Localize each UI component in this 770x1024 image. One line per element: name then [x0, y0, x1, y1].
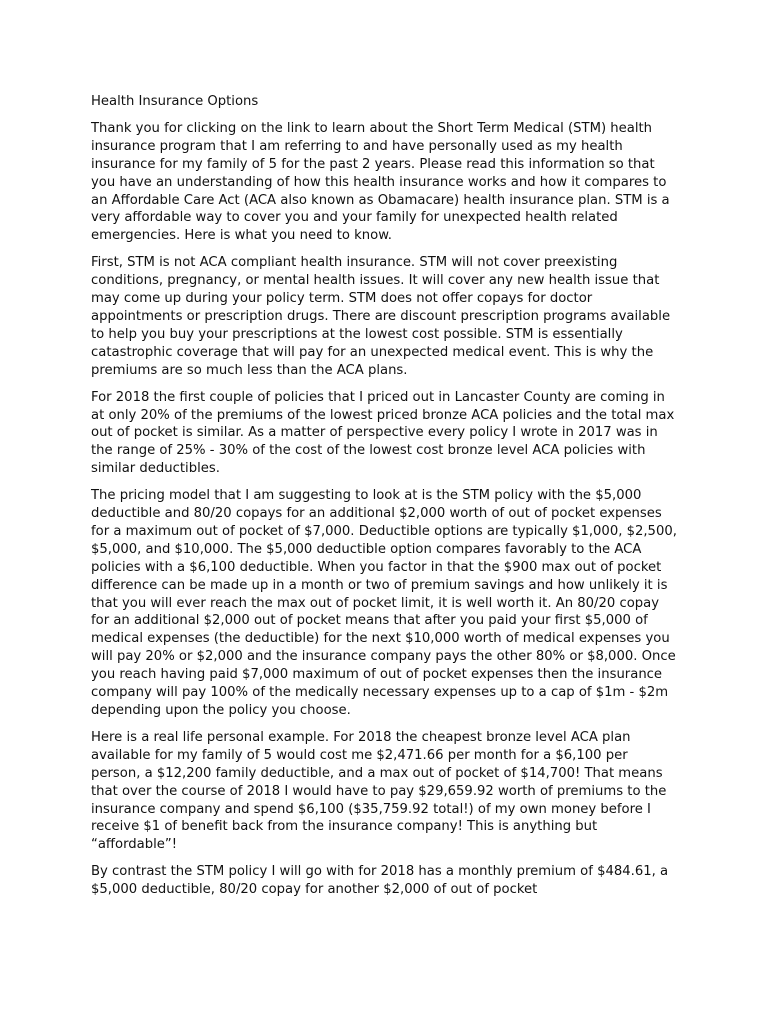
- paragraph-not-aca-compliant: First, STM is not ACA compliant health insurance. STM will not cover preexisting conditions, pregnancy, or mental health issues. It will cover any new health issue that may come up during your policy term. STM does not offer copays for doctor appointments or prescription drugs. There are discount prescription programs available to help you buy your prescriptions at the lowest cost possible. STM is essentially catastrophic coverage that will pay for an unexpected medical event. This is why the premiums are so much less than the ACA plans.: [91, 255, 671, 378]
- paragraph-2018-pricing: For 2018 the first couple of policies that I priced out in Lancaster County are coming in at only 20% of the premiums of the lowest priced bronze ACA policies and the total max out of pocket is similar. As a matter of perspective every policy I wrote in 2017 was in the range of 25% - 30% of the cost of the lowest cost bronze level ACA policies with similar deductibles.: [91, 389, 675, 477]
- document-title: Health Insurance Options: [91, 94, 259, 109]
- document-body: [91, 93, 681, 908]
- paragraph-stm-contrast: By contrast the STM policy I will go with for 2018 has a monthly premium of $484.61, a $5,000 deductible, 80/20 copay for another $2,000 of out of pocket: [91, 864, 669, 898]
- paragraph-pricing-model: The pricing model that I am suggesting to look at is the STM policy with the $5,000 deductible and 80/20 copays for an additional $2,000 worth of out of pocket expenses for a maximum out of pocket of $7,000. Deductible options are typically $1,000, $2,500, $5,000, and $10,000. The $5,000 deductible option compares favorably to the ACA policies with a $6,100 deductible. When you factor in that the $900 max out of pocket difference can be made up in a month or two of premium savings and how unlikely it is that you will ever reach the max out of pocket limit, it is well worth it. An 80/20 copay for an additional $2,000 out of pocket means that after you paid your first $5,000 of medical expenses (the deductible) for the next $10,000 worth of medical expenses you will pay 20% or $2,000 and the insurance company pays the other 80% or $8,000. Once you reach having paid $7,000 maximum of out of pocket expenses then the insurance company will pay 100% of the medically necessary expenses up to a cap of $1m - $2m depending upon the policy you choose.: [91, 488, 677, 718]
- paragraph-intro: Thank you for clicking on the link to learn about the Short Term Medical (STM) health insurance program that I am referring to and have personally used as my health insurance for my family of 5 for the past 2 years. Please read this information so that you have an understanding of how this health insurance works and how it compares to an Affordable Care Act (ACA also known as Obamacare) health insurance plan. STM is a very affordable way to cover you and your family for unexpected health related emergencies. Here is what you need to know.: [91, 120, 670, 244]
- paragraph-personal-example: Here is a real life personal example. For 2018 the cheapest bronze level ACA plan available for my family of 5 would cost me $2,471.66 per month for a $6,100 per person, a $12,200 family deductible, and a max out of pocket of $14,700! That means that over the course of 2018 I would have to pay $29,659.92 worth of premiums to the insurance company and spend $6,100 ($35,759.92 total!) of my own money before I receive $1 of benefit back from the insurance company! This is anything but “affordable”!: [91, 729, 667, 853]
